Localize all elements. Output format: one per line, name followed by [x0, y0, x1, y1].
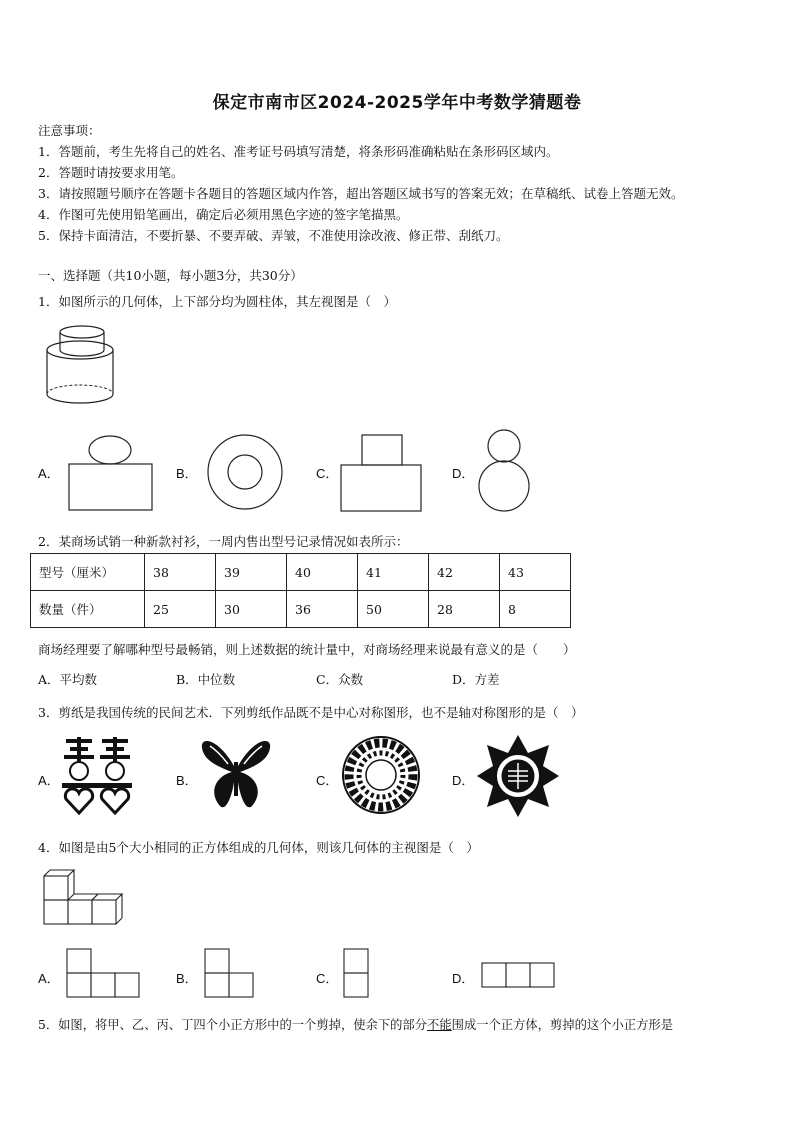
table-cell: 8: [500, 591, 571, 628]
table-cell: 43: [500, 554, 571, 591]
table-cell: 28: [429, 591, 500, 628]
q1-option-d-figure: [477, 428, 537, 518]
table-cell: 41: [358, 554, 429, 591]
table-cell: 30: [216, 591, 287, 628]
question-1-text: 1．如图所示的几何体，上下部分均为圆柱体，其左视图是（ ）: [38, 294, 396, 309]
q4-option-a-label: A．: [38, 971, 60, 986]
notice-item: 1．答题前，考生先将自己的姓名、准考证号码填写清楚，将条形码准确粘贴在条形码区域内。: [38, 144, 559, 159]
question-2-text: 2．某商场试销一种新款衬衫，一周内售出型号记录情况如表所示：: [38, 534, 409, 549]
notice-heading: 注意事项：: [38, 123, 101, 138]
star-papercut-image: [475, 733, 561, 819]
question-4-text: 4．如图是由5个大小相同的正方体组成的几何体，则该几何体的主视图是（ ）: [38, 840, 479, 855]
q3-option-c-label: C．: [316, 773, 339, 788]
question-2-followup: 商场经理要了解哪种型号最畅销，则上述数据的统计量中，对商场经理来说最有意义的是（ ）: [38, 642, 576, 657]
table-cell: 40: [287, 554, 358, 591]
q2-option-c: C．众数: [316, 672, 364, 687]
section-heading: 一、选择题（共10小题，每小题3分，共30分）: [38, 268, 303, 283]
q3-option-a-label: A．: [38, 773, 60, 788]
table-row: [31, 554, 571, 591]
q1-option-a-label: A．: [38, 466, 60, 481]
notice-item: 2．答题时请按要求用笔。: [38, 165, 184, 180]
q5-text-part: 5．如图，将甲、乙、丙、丁四个小正方形中的一个剪掉，使余下的部分: [38, 1018, 428, 1032]
q4-option-a-figure: [66, 948, 142, 1000]
ring-papercut-image: [341, 735, 421, 815]
q4-option-c-figure: [343, 948, 371, 1000]
table-cell: 50: [358, 591, 429, 628]
butterfly-papercut-image: [198, 736, 274, 814]
table-cell: 39: [216, 554, 287, 591]
notice-item: 5．保持卡面清洁，不要折暴、不要弄破、弄皱，不准使用涂改液、修正带、刮纸刀。: [38, 228, 509, 243]
q1-option-c-figure: [339, 433, 425, 515]
q2-table: [30, 553, 571, 628]
table-cell: 25: [145, 591, 216, 628]
double-happiness-papercut-image: [60, 735, 136, 815]
q5-text-part: 围成一个正方体，剪掉的这个小正方形是: [451, 1018, 673, 1032]
q2-option-b: B．中位数: [176, 672, 236, 687]
table-cell: 42: [429, 554, 500, 591]
q2-option-d: D．方差: [452, 672, 500, 687]
q3-option-d-label: D．: [452, 773, 475, 788]
q5-emphasis: 不能: [427, 1018, 452, 1032]
q2-option-a: A．平均数: [38, 672, 98, 687]
table-cell: 数量（件）: [31, 591, 145, 628]
q4-option-b-label: B．: [176, 971, 198, 986]
page-title: 保定市南市区2024-2025学年中考数学猜题卷: [212, 93, 582, 113]
q1-solid-figure: [40, 322, 120, 412]
q1-option-b-figure: [205, 433, 285, 513]
notice-item: 4．作图可先使用铅笔画出，确定后必须用黑色字迹的签字笔描黑。: [38, 207, 409, 222]
q4-option-d-label: D．: [452, 971, 475, 986]
q4-option-c-label: C．: [316, 971, 339, 986]
table-row: [31, 591, 571, 628]
table-cell: 38: [145, 554, 216, 591]
q1-option-a-figure: [66, 434, 156, 514]
notice-item: 3．请按照题号顺序在答题卡各题目的答题区域内作答，超出答题区域书写的答案无效；在草稿纸、试卷上答题无效。: [38, 186, 684, 201]
question-5-text: [38, 1015, 673, 1033]
q4-cube-solid-figure: [40, 866, 124, 932]
table-cell: 36: [287, 591, 358, 628]
question-3-text: 3．剪纸是我国传统的民间艺术．下列剪纸作品既不是中心对称图形，也不是轴对称图形的是（ ）: [38, 705, 584, 720]
q4-option-d-figure: [481, 962, 559, 990]
q1-option-b-label: B．: [176, 466, 198, 481]
table-cell: 型号（厘米）: [31, 554, 145, 591]
q1-option-c-label: C．: [316, 466, 339, 481]
q3-option-b-label: B．: [176, 773, 198, 788]
q1-option-d-label: D．: [452, 466, 475, 481]
q4-option-b-figure: [204, 948, 256, 1000]
